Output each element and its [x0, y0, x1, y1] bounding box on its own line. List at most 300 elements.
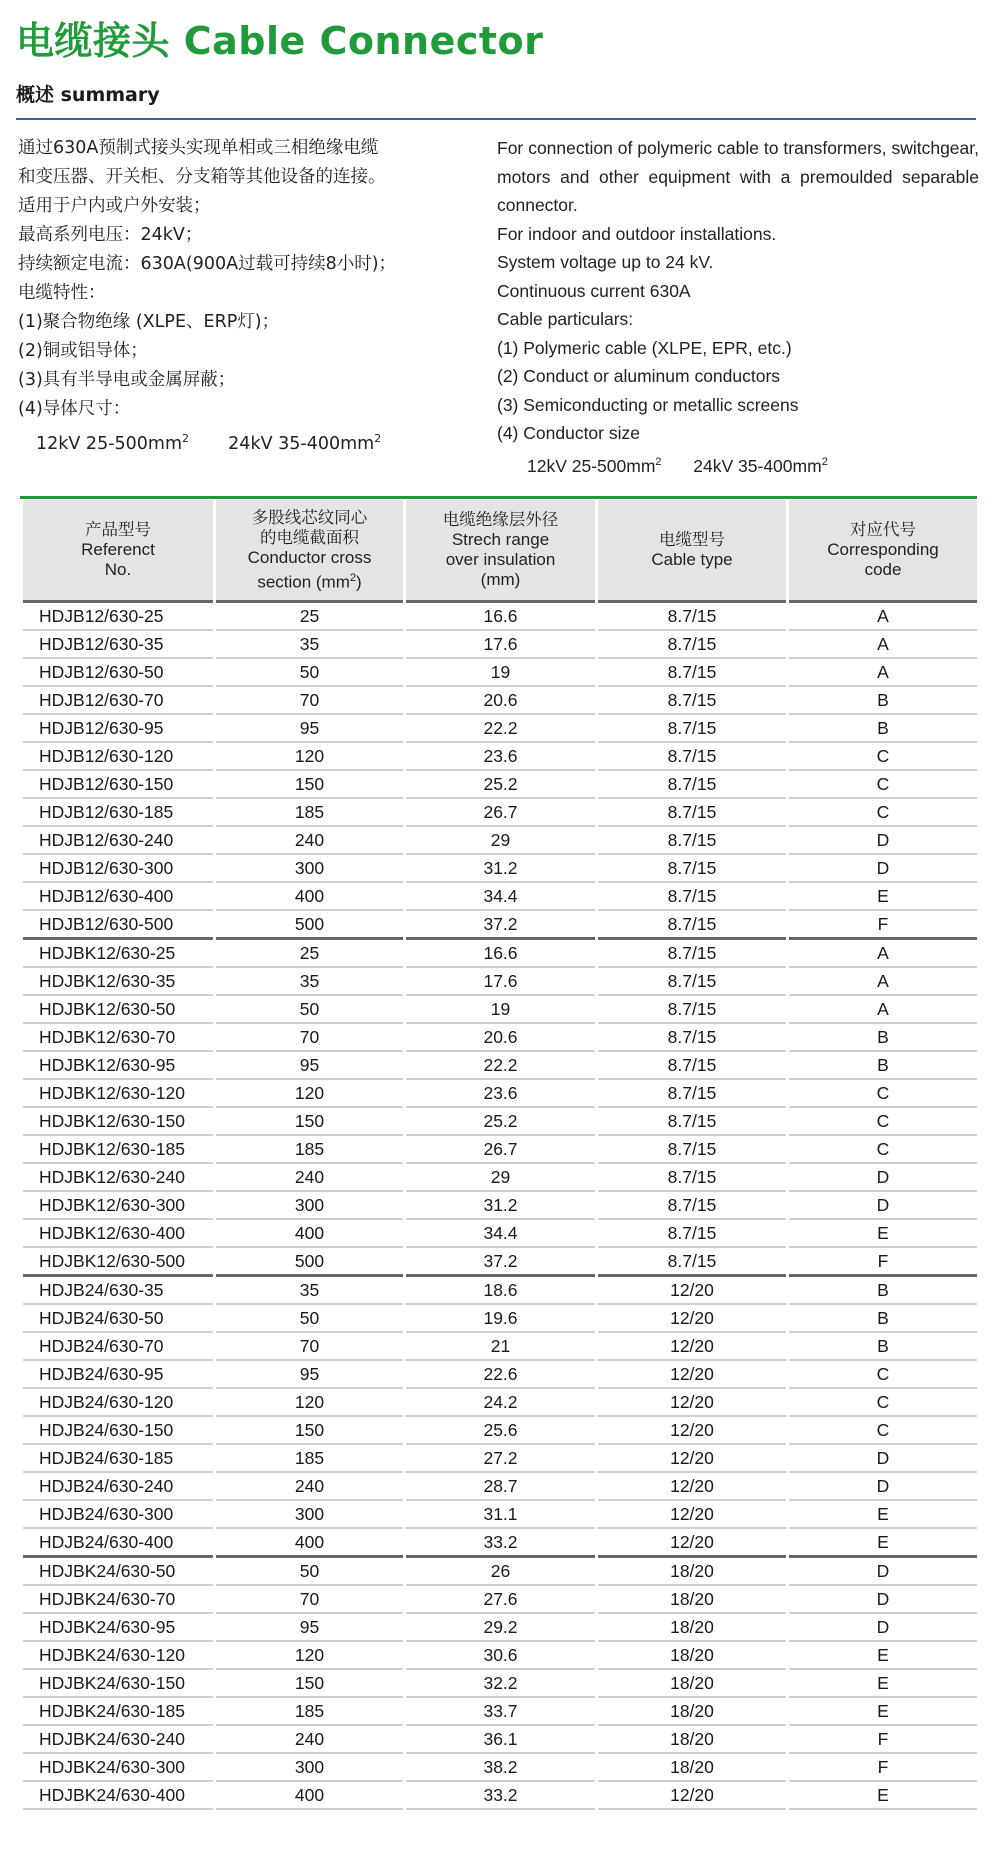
- cell-code: E: [788, 1781, 979, 1809]
- header-cn-line: 的电缆截面积: [260, 527, 359, 547]
- table-row: [22, 939, 979, 968]
- cn-line: (3)具有半导电或金属屏蔽；: [18, 370, 236, 390]
- cell-cross-section: 95: [215, 1360, 405, 1388]
- cell-insulation: 29.2: [405, 1613, 597, 1641]
- cell-insulation: 29: [405, 826, 597, 854]
- cell-insulation: 33.2: [405, 1781, 597, 1809]
- cell-insulation: 19: [405, 658, 597, 686]
- en-line: System voltage up to 24 kV.: [497, 252, 714, 272]
- table-row: [22, 1388, 979, 1416]
- table-row: [22, 1191, 979, 1219]
- cell-model: HDJBK12/630-120: [22, 1079, 215, 1107]
- header-cn: [218, 508, 401, 548]
- superscript: 2: [182, 432, 190, 445]
- cell-cross-section: 240: [215, 1163, 405, 1191]
- cell-insulation: 34.4: [405, 1219, 597, 1247]
- chinese-description: [18, 134, 488, 459]
- cell-model: HDJB12/630-50: [22, 658, 215, 686]
- cell-cable-type: 12/20: [597, 1388, 788, 1416]
- cell-code: B: [788, 1051, 979, 1079]
- cell-code: E: [788, 1641, 979, 1669]
- cell-model: HDJB12/630-240: [22, 826, 215, 854]
- cell-model: HDJBK12/630-400: [22, 1219, 215, 1247]
- table-row: [22, 630, 979, 658]
- cell-model: HDJBK24/630-150: [22, 1669, 215, 1697]
- cell-model: HDJB12/630-25: [22, 602, 215, 631]
- cn-line: (2)铜或铝导体；: [18, 341, 148, 361]
- cell-cable-type: 18/20: [597, 1669, 788, 1697]
- cell-cable-type: 8.7/15: [597, 995, 788, 1023]
- cn-line: 适用于户内或户外安装；: [18, 196, 211, 216]
- table-row: [22, 602, 979, 631]
- cell-code: E: [788, 1500, 979, 1528]
- cell-insulation: 31.1: [405, 1500, 597, 1528]
- cell-cross-section: 95: [215, 714, 405, 742]
- section-divider: [16, 118, 976, 120]
- cell-cross-section: 150: [215, 1416, 405, 1444]
- cell-cross-section: 150: [215, 1107, 405, 1135]
- cell-cross-section: 185: [215, 1697, 405, 1725]
- cell-cross-section: 300: [215, 1500, 405, 1528]
- cell-cable-type: 12/20: [597, 1472, 788, 1500]
- header-cable-type: [597, 500, 788, 602]
- table-top-rule: [20, 496, 977, 499]
- cell-code: B: [788, 1304, 979, 1332]
- cell-cross-section: 25: [215, 939, 405, 968]
- cell-cable-type: 8.7/15: [597, 1051, 788, 1079]
- cell-cable-type: 8.7/15: [597, 770, 788, 798]
- cell-cable-type: 8.7/15: [597, 882, 788, 910]
- cell-cross-section: 35: [215, 1276, 405, 1305]
- cell-model: HDJB12/630-95: [22, 714, 215, 742]
- en-line: Cable particulars:: [497, 309, 634, 329]
- cell-cable-type: 8.7/15: [597, 939, 788, 968]
- cell-cross-section: 300: [215, 854, 405, 882]
- table-row: [22, 1360, 979, 1388]
- cell-model: HDJB24/630-50: [22, 1304, 215, 1332]
- cell-cross-section: 400: [215, 1781, 405, 1809]
- cell-code: F: [788, 1753, 979, 1781]
- cell-cable-type: 8.7/15: [597, 658, 788, 686]
- cell-cable-type: 18/20: [597, 1585, 788, 1613]
- cell-code: C: [788, 1107, 979, 1135]
- cell-cable-type: 8.7/15: [597, 1163, 788, 1191]
- cell-code: B: [788, 714, 979, 742]
- cell-model: HDJBK12/630-150: [22, 1107, 215, 1135]
- cell-cable-type: 8.7/15: [597, 1079, 788, 1107]
- cell-cable-type: 8.7/15: [597, 798, 788, 826]
- en-intro: For connection of polymeric cable to transformers, switchgear, motors and other equipment with a premoulded separable connector.: [497, 138, 979, 215]
- cell-insulation: 34.4: [405, 882, 597, 910]
- cell-cable-type: 8.7/15: [597, 742, 788, 770]
- cell-code: F: [788, 1725, 979, 1753]
- table-row: [22, 854, 979, 882]
- cell-code: D: [788, 1444, 979, 1472]
- table-row: [22, 686, 979, 714]
- cell-code: B: [788, 686, 979, 714]
- cell-model: HDJB12/630-35: [22, 630, 215, 658]
- superscript: 2: [821, 455, 828, 468]
- header-cn-line: 多股线芯纹同心: [251, 507, 368, 527]
- header-cn: 对应代号: [850, 520, 916, 539]
- cn-line: 持续额定电流：630A(900A过载可持续8小时)；: [18, 254, 397, 274]
- cell-model: HDJB12/630-120: [22, 742, 215, 770]
- table-row: [22, 1585, 979, 1613]
- cell-insulation: 23.6: [405, 742, 597, 770]
- cell-cross-section: 500: [215, 910, 405, 939]
- cell-cross-section: 50: [215, 995, 405, 1023]
- cell-insulation: 25.6: [405, 1416, 597, 1444]
- cell-insulation: 27.2: [405, 1444, 597, 1472]
- cell-cross-section: 70: [215, 1585, 405, 1613]
- cell-code: C: [788, 1388, 979, 1416]
- cell-insulation: 22.2: [405, 1051, 597, 1079]
- cell-model: HDJB12/630-400: [22, 882, 215, 910]
- cell-insulation: 20.6: [405, 686, 597, 714]
- table-row: [22, 1557, 979, 1586]
- header-en: Cable type: [651, 550, 733, 569]
- cell-model: HDJBK12/630-35: [22, 967, 215, 995]
- cell-insulation: 31.2: [405, 1191, 597, 1219]
- header-model: [22, 500, 215, 602]
- table-row: [22, 1332, 979, 1360]
- cell-insulation: 18.6: [405, 1276, 597, 1305]
- cell-insulation: 19.6: [405, 1304, 597, 1332]
- superscript: 2: [655, 455, 662, 468]
- cell-cable-type: 8.7/15: [597, 826, 788, 854]
- cell-cross-section: 50: [215, 658, 405, 686]
- cell-insulation: 20.6: [405, 1023, 597, 1051]
- cell-model: HDJBK24/630-240: [22, 1725, 215, 1753]
- cell-cross-section: 300: [215, 1191, 405, 1219]
- cell-cross-section: 35: [215, 630, 405, 658]
- table-row: [22, 1753, 979, 1781]
- header-en: Strech range: [451, 530, 550, 549]
- cell-insulation: 38.2: [405, 1753, 597, 1781]
- cell-model: HDJB24/630-35: [22, 1276, 215, 1305]
- cell-model: HDJBK24/630-400: [22, 1781, 215, 1809]
- cell-cross-section: 95: [215, 1613, 405, 1641]
- header-en: Corresponding: [827, 540, 939, 559]
- cell-cross-section: 240: [215, 826, 405, 854]
- cn-line: 和变压器、开关柜、分支箱等其他设备的连接。: [18, 167, 386, 187]
- cell-cable-type: 12/20: [597, 1416, 788, 1444]
- cell-cable-type: 8.7/15: [597, 1191, 788, 1219]
- table-row: [22, 1613, 979, 1641]
- size-12kv: 12kV 25-500mm: [36, 433, 183, 454]
- cell-cross-section: 70: [215, 1023, 405, 1051]
- size-12kv: 12kV 25-500mm: [527, 455, 656, 476]
- cell-insulation: 32.2: [405, 1669, 597, 1697]
- table-row: [22, 1500, 979, 1528]
- cell-cross-section: 240: [215, 1472, 405, 1500]
- cell-code: E: [788, 1219, 979, 1247]
- table-row: [22, 1697, 979, 1725]
- cell-code: E: [788, 1669, 979, 1697]
- cell-code: A: [788, 939, 979, 968]
- table-row: [22, 1219, 979, 1247]
- cn-line: (1)聚合物绝缘 (XLPE、ERP灯)；: [18, 312, 280, 332]
- cell-insulation: 24.2: [405, 1388, 597, 1416]
- cell-cross-section: 185: [215, 1135, 405, 1163]
- cell-cable-type: 12/20: [597, 1360, 788, 1388]
- cell-model: HDJBK24/630-185: [22, 1697, 215, 1725]
- cell-insulation: 37.2: [405, 1247, 597, 1276]
- cell-model: HDJBK12/630-300: [22, 1191, 215, 1219]
- cell-cable-type: 18/20: [597, 1613, 788, 1641]
- cell-cross-section: 120: [215, 742, 405, 770]
- cell-model: HDJBK24/630-50: [22, 1557, 215, 1586]
- cell-cross-section: 400: [215, 1528, 405, 1557]
- cell-model: HDJBK12/630-185: [22, 1135, 215, 1163]
- cell-cross-section: 185: [215, 798, 405, 826]
- cell-cross-section: 70: [215, 1332, 405, 1360]
- cell-cable-type: 12/20: [597, 1500, 788, 1528]
- cell-insulation: 27.6: [405, 1585, 597, 1613]
- cell-code: B: [788, 1276, 979, 1305]
- en-line: Continuous current 630A: [497, 280, 691, 301]
- table-row: [22, 1472, 979, 1500]
- cell-cross-section: 70: [215, 686, 405, 714]
- cell-insulation: 28.7: [405, 1472, 597, 1500]
- cell-cable-type: 8.7/15: [597, 1023, 788, 1051]
- table-row: [22, 1669, 979, 1697]
- en-line: For indoor and outdoor installations.: [497, 223, 777, 244]
- cell-cross-section: 150: [215, 770, 405, 798]
- cell-cross-section: 400: [215, 1219, 405, 1247]
- table-row: [22, 714, 979, 742]
- cell-code: D: [788, 826, 979, 854]
- cell-code: E: [788, 1528, 979, 1557]
- cell-model: HDJB12/630-150: [22, 770, 215, 798]
- cell-insulation: 23.6: [405, 1079, 597, 1107]
- cell-model: HDJB12/630-70: [22, 686, 215, 714]
- cell-code: D: [788, 1585, 979, 1613]
- cell-cable-type: 12/20: [597, 1444, 788, 1472]
- en-line: (1) Polymeric cable (XLPE, EPR, etc.): [497, 337, 792, 358]
- cell-code: C: [788, 1416, 979, 1444]
- cell-code: E: [788, 1697, 979, 1725]
- cell-code: A: [788, 967, 979, 995]
- cell-model: HDJB24/630-240: [22, 1472, 215, 1500]
- cell-code: C: [788, 1135, 979, 1163]
- cell-insulation: 36.1: [405, 1725, 597, 1753]
- cell-cross-section: 25: [215, 602, 405, 631]
- size-24kv: 24kV 35-400mm: [693, 455, 822, 476]
- cell-model: HDJBK24/630-70: [22, 1585, 215, 1613]
- cell-insulation: 37.2: [405, 910, 597, 939]
- header-cross-section: [215, 500, 405, 602]
- cn-line: 电缆特性：: [18, 283, 106, 303]
- cell-code: D: [788, 1191, 979, 1219]
- cell-insulation: 22.6: [405, 1360, 597, 1388]
- cell-cable-type: 12/20: [597, 1304, 788, 1332]
- cell-insulation: 25.2: [405, 1107, 597, 1135]
- cell-insulation: 29: [405, 1163, 597, 1191]
- cell-cable-type: 12/20: [597, 1332, 788, 1360]
- cell-insulation: 26.7: [405, 1135, 597, 1163]
- table-row: [22, 1641, 979, 1669]
- spec-table: [20, 500, 980, 1810]
- cell-code: B: [788, 1332, 979, 1360]
- cell-model: HDJB12/630-185: [22, 798, 215, 826]
- table-row: [22, 1135, 979, 1163]
- header-cn: 电缆型号: [659, 530, 725, 549]
- cell-code: D: [788, 1472, 979, 1500]
- cell-code: E: [788, 882, 979, 910]
- cell-model: HDJB24/630-150: [22, 1416, 215, 1444]
- section-heading: 概述 summary: [16, 84, 160, 106]
- cell-code: C: [788, 742, 979, 770]
- cell-cross-section: 120: [215, 1388, 405, 1416]
- cell-model: HDJB24/630-185: [22, 1444, 215, 1472]
- cell-model: HDJBK12/630-240: [22, 1163, 215, 1191]
- table-row: [22, 798, 979, 826]
- table-row: [22, 1051, 979, 1079]
- cell-code: A: [788, 658, 979, 686]
- cn-line: (4)导体尺寸：: [18, 399, 131, 419]
- cell-insulation: 30.6: [405, 1641, 597, 1669]
- header-en: section $(mm^2)$: [257, 571, 362, 592]
- cell-cross-section: 185: [215, 1444, 405, 1472]
- table-row: [22, 742, 979, 770]
- cell-model: HDJBK12/630-50: [22, 995, 215, 1023]
- cell-code: A: [788, 995, 979, 1023]
- table-row: [22, 1276, 979, 1305]
- header-en: over insulation: [445, 550, 556, 569]
- en-line: (4) Conductor size: [497, 423, 640, 443]
- cell-code: D: [788, 854, 979, 882]
- cn-size-line: [18, 424, 488, 459]
- en-line: (3) Semiconducting or metallic screens: [497, 394, 799, 415]
- cell-code: C: [788, 798, 979, 826]
- cell-cable-type: 18/20: [597, 1753, 788, 1781]
- table-row: [22, 1023, 979, 1051]
- cell-model: HDJBK12/630-25: [22, 939, 215, 968]
- cell-insulation: 16.6: [405, 939, 597, 968]
- cell-cross-section: 300: [215, 1753, 405, 1781]
- en-size-line: [497, 448, 979, 480]
- cell-code: C: [788, 1079, 979, 1107]
- cell-code: D: [788, 1557, 979, 1586]
- cell-model: HDJB12/630-300: [22, 854, 215, 882]
- cell-insulation: 25.2: [405, 770, 597, 798]
- cell-cross-section: 500: [215, 1247, 405, 1276]
- cell-model: HDJB24/630-300: [22, 1500, 215, 1528]
- cell-cable-type: 12/20: [597, 1781, 788, 1809]
- cell-model: HDJBK24/630-300: [22, 1753, 215, 1781]
- cell-insulation: 33.7: [405, 1697, 597, 1725]
- cell-cable-type: 12/20: [597, 1276, 788, 1305]
- cell-insulation: 26: [405, 1557, 597, 1586]
- cell-model: HDJBK24/630-95: [22, 1613, 215, 1641]
- cell-cross-section: 240: [215, 1725, 405, 1753]
- header-code: [788, 500, 979, 602]
- table-row: [22, 1781, 979, 1809]
- cell-code: D: [788, 1613, 979, 1641]
- cell-cross-section: 120: [215, 1079, 405, 1107]
- table-row: [22, 1304, 979, 1332]
- cell-cable-type: 18/20: [597, 1641, 788, 1669]
- cell-cable-type: 8.7/15: [597, 967, 788, 995]
- table-row: [22, 1416, 979, 1444]
- cell-insulation: 16.6: [405, 602, 597, 631]
- table-row: [22, 1079, 979, 1107]
- cell-model: HDJBK12/630-500: [22, 1247, 215, 1276]
- cell-model: HDJBK12/630-70: [22, 1023, 215, 1051]
- cell-insulation: 17.6: [405, 967, 597, 995]
- size-24kv: 24kV 35-400mm: [228, 433, 375, 454]
- cell-insulation: 31.2: [405, 854, 597, 882]
- cell-cable-type: 8.7/15: [597, 854, 788, 882]
- cell-cable-type: 8.7/15: [597, 1247, 788, 1276]
- header-en: (mm): [480, 570, 521, 589]
- cell-model: HDJB12/630-500: [22, 910, 215, 939]
- table-row: [22, 1163, 979, 1191]
- page-title: 电缆接头 Cable Connector: [16, 19, 544, 63]
- cell-model: HDJB24/630-70: [22, 1332, 215, 1360]
- table-row: [22, 770, 979, 798]
- cell-cable-type: 8.7/15: [597, 630, 788, 658]
- cell-insulation: 19: [405, 995, 597, 1023]
- table-row: [22, 1444, 979, 1472]
- cell-insulation: 26.7: [405, 798, 597, 826]
- cell-cable-type: 12/20: [597, 1528, 788, 1557]
- cell-cable-type: 8.7/15: [597, 714, 788, 742]
- cell-code: A: [788, 630, 979, 658]
- header-insulation-range: [405, 500, 597, 602]
- cell-code: F: [788, 1247, 979, 1276]
- english-description: [497, 134, 979, 480]
- cell-cable-type: 8.7/15: [597, 686, 788, 714]
- table-row: [22, 882, 979, 910]
- table-header-row: [22, 500, 979, 602]
- cell-model: HDJBK12/630-95: [22, 1051, 215, 1079]
- cell-cable-type: 8.7/15: [597, 910, 788, 939]
- cell-code: A: [788, 602, 979, 631]
- header-en: No.: [104, 560, 132, 579]
- cell-code: F: [788, 910, 979, 939]
- table-row: [22, 1725, 979, 1753]
- table-row: [22, 826, 979, 854]
- table-row: [22, 1107, 979, 1135]
- cell-code: C: [788, 770, 979, 798]
- header-en: Referenct: [81, 540, 155, 559]
- cell-cable-type: 18/20: [597, 1725, 788, 1753]
- table-body: [22, 602, 979, 1810]
- cell-model: HDJB24/630-400: [22, 1528, 215, 1557]
- cell-cable-type: 8.7/15: [597, 1219, 788, 1247]
- cell-cross-section: 150: [215, 1669, 405, 1697]
- cell-insulation: 33.2: [405, 1528, 597, 1557]
- cell-model: HDJB24/630-120: [22, 1388, 215, 1416]
- cell-insulation: 21: [405, 1332, 597, 1360]
- cn-line: 最高系列电压：24kV；: [18, 225, 203, 245]
- table-row: [22, 995, 979, 1023]
- cn-line: 通过630A预制式接头实现单相或三相绝缘电缆: [18, 138, 379, 158]
- cell-model: HDJBK24/630-120: [22, 1641, 215, 1669]
- cell-cable-type: 8.7/15: [597, 602, 788, 631]
- table-row: [22, 910, 979, 939]
- cell-cross-section: 50: [215, 1557, 405, 1586]
- cell-cross-section: 50: [215, 1304, 405, 1332]
- cell-cable-type: 18/20: [597, 1697, 788, 1725]
- header-cn: 电缆绝缘层外径: [442, 510, 559, 529]
- cell-code: C: [788, 1360, 979, 1388]
- cell-insulation: 22.2: [405, 714, 597, 742]
- table-row: [22, 1247, 979, 1276]
- cell-code: B: [788, 1023, 979, 1051]
